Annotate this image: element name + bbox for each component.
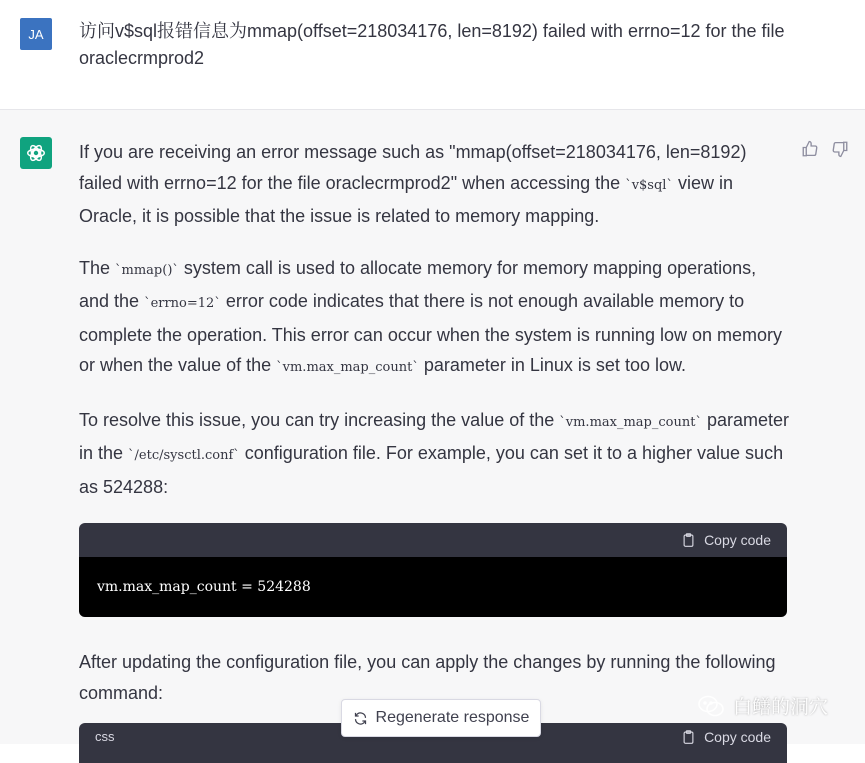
inline-code: `vm.max_map_count`	[276, 360, 419, 375]
wechat-icon	[697, 694, 725, 718]
copy-code-button-2[interactable]	[681, 729, 771, 745]
clipboard-icon	[681, 532, 696, 548]
text: To resolve this issue, you can try increasing the value of the	[79, 409, 560, 430]
paragraph-4: After updating the configuration file, you can apply the changes by running the following command:	[79, 652, 776, 703]
code-block-header	[79, 523, 787, 557]
text: If you are receiving an error message such as "mmap(offset=218034176, len=8192) failed with errno=12 for the file oraclecrmprod2" when accessing the	[79, 142, 747, 193]
regenerate-response-button[interactable]	[341, 699, 541, 737]
inline-code: `/etc/sysctl.conf`	[128, 448, 240, 463]
assistant-message-row	[0, 110, 865, 744]
clipboard-icon	[681, 729, 696, 745]
inline-code: `errno=12`	[144, 296, 221, 311]
text: configuration file. For example, you can set it to a higher value such as 524288:	[79, 443, 784, 497]
paragraph-1	[79, 137, 789, 232]
text: system call is used to allocate memory for memory mapping operations, and the	[79, 257, 757, 311]
refresh-icon	[353, 711, 368, 726]
thumbs-up-icon[interactable]	[801, 140, 819, 158]
user-message-row	[0, 0, 865, 110]
copy-code-label: Copy code	[704, 531, 771, 548]
text: The	[79, 257, 116, 278]
text: parameter in the	[79, 409, 790, 463]
watermark	[697, 692, 828, 719]
inline-code: `mmap()`	[115, 262, 179, 278]
user-message-text: 访问v$sql报错信息为mmap(offset=218034176, len=8192) failed with errno=12 for the file oraclecrmprod2	[79, 21, 785, 68]
user-avatar: JA	[20, 18, 52, 50]
feedback-buttons	[801, 140, 849, 158]
copy-code-button[interactable]	[681, 525, 771, 556]
assistant-message-content	[79, 137, 789, 729]
code-block	[79, 523, 787, 617]
text: parameter in Linux is set too low.	[418, 355, 686, 375]
copy-code-label: Copy code	[704, 729, 771, 745]
inline-code: `vm.max_map_count`	[559, 414, 702, 430]
code-content: vm.max_map_count = 524288	[79, 557, 787, 617]
regenerate-label: Regenerate response	[375, 709, 530, 726]
watermark-text: 白鳝的洞穴	[733, 697, 829, 718]
openai-logo-icon	[25, 142, 47, 164]
paragraph-2	[79, 253, 789, 384]
text: error code indicates that there is not enough available memory to complete the operation. This error can occur when the system is running low on memory or when the value of the	[79, 291, 782, 375]
text: view in Oracle, it is possible that the issue is related to memory mapping.	[79, 172, 733, 226]
paragraph-3	[79, 405, 789, 503]
code-language-label: css	[95, 729, 115, 744]
assistant-avatar	[20, 137, 52, 169]
inline-code: `v$sql`	[625, 177, 673, 193]
thumbs-down-icon[interactable]	[831, 140, 849, 158]
